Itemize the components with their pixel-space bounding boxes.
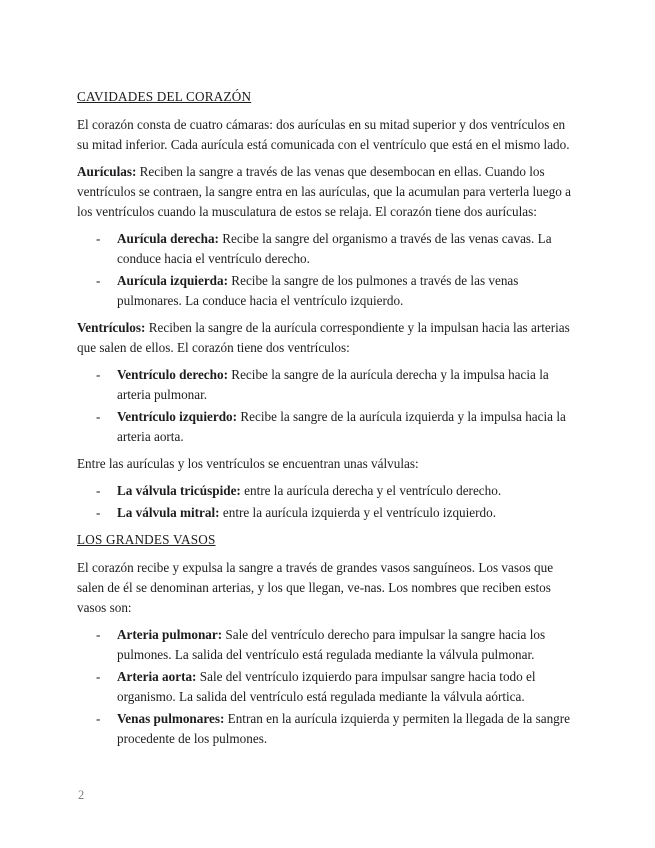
vasos-intro-paragraph: El corazón recibe y expulsa la sangre a través de grandes vasos sanguíneos. Los vasos que salen de él se denominan arterias, y los que llegan, ve-nas. Los nombres que reciben estos vasos son: bbox=[77, 560, 554, 615]
item-text: Entran en la aurícula izquierda y permiten la llegada de la sangre procedente de los pulmones. bbox=[117, 711, 571, 746]
list-item bbox=[77, 407, 578, 447]
list-item-body bbox=[117, 667, 578, 707]
item-lead: Aurícula izquierda: bbox=[117, 273, 228, 288]
item-text: entre la aurícula derecha y el ventrículo derecho. bbox=[240, 483, 502, 498]
list-item-body bbox=[117, 625, 578, 665]
list-item-body bbox=[117, 709, 578, 749]
item-text: Recibe la sangre del organismo a través de las venas cavas. La conduce hacia el ventrículo derecho. bbox=[117, 231, 552, 266]
list-item bbox=[77, 229, 578, 269]
item-text: entre la aurícula izquierda y el ventrículo izquierdo. bbox=[219, 505, 497, 520]
auriculas-text: Reciben la sangre a través de las venas que desembocan en ellas. Cuando los ventrículos se contraen, la sangre entra en las aurículas, que la acumulan para verterla luego a los ventrículos cuando la musculatura de estos se relaja. El corazón tiene dos aurículas: bbox=[77, 164, 571, 219]
bullet-marker: - bbox=[96, 627, 101, 642]
page-number: 2 bbox=[78, 788, 85, 802]
ventriculos-text: Reciben la sangre de la aurícula correspondiente y la impulsan hacia las arterias que salen de ellos. El corazón tiene dos ventrículos: bbox=[77, 320, 570, 355]
bullet-marker: - bbox=[96, 711, 101, 726]
item-text: Sale del ventrículo derecho para impulsar la sangre hacia los pulmones. La salida del ventrículo está regulada mediante la válvula pulmonar. bbox=[117, 627, 546, 662]
list-item-body bbox=[117, 365, 578, 405]
auriculas-lead: Aurículas: bbox=[77, 164, 137, 179]
list-item-body bbox=[117, 481, 578, 501]
item-text: Recibe la sangre de los pulmones a través de las venas pulmonares. La conduce hacia el ventrículo izquierdo. bbox=[117, 273, 519, 308]
valvulas-intro-paragraph: Entre las aurículas y los ventrículos se encuentran unas válvulas: bbox=[77, 456, 419, 471]
bullet-marker: - bbox=[96, 505, 101, 520]
intro-paragraph: El corazón consta de cuatro cámaras: dos aurículas en su mitad superior y dos ventrículos en su mitad inferior. Cada aurícula está comunicada con el ventrículo que está en el mismo lado. bbox=[77, 117, 570, 152]
list-item-body bbox=[117, 229, 578, 269]
item-lead: Venas pulmonares: bbox=[117, 711, 225, 726]
list-item bbox=[77, 365, 578, 405]
list-item bbox=[77, 709, 578, 749]
item-lead: Aurícula derecha: bbox=[117, 231, 219, 246]
list-vasos bbox=[77, 625, 578, 749]
list-item-body bbox=[117, 503, 578, 523]
bullet-marker: - bbox=[96, 273, 101, 288]
list-item-body bbox=[117, 271, 578, 311]
item-lead: Ventrículo derecho: bbox=[117, 367, 228, 382]
list-item bbox=[77, 503, 578, 523]
item-lead: Arteria aorta: bbox=[117, 669, 197, 684]
bullet-marker: - bbox=[96, 409, 101, 424]
bullet-marker: - bbox=[96, 367, 101, 382]
section-heading-vasos: LOS GRANDES VASOS bbox=[77, 532, 216, 547]
item-lead: Arteria pulmonar: bbox=[117, 627, 223, 642]
item-text: Sale del ventrículo izquierdo para impulsar sangre hacia todo el organismo. La salida del ventrículo está regulada mediante la válvula aórtica. bbox=[117, 669, 536, 704]
item-text: Recibe la sangre de la aurícula derecha y la impulsa hacia la arteria pulmonar. bbox=[117, 367, 549, 402]
item-lead: Ventrículo izquierdo: bbox=[117, 409, 238, 424]
bullet-marker: - bbox=[96, 669, 101, 684]
item-text: Recibe la sangre de la aurícula izquierda y la impulsa hacia la arteria aorta. bbox=[117, 409, 566, 444]
list-item bbox=[77, 271, 578, 311]
list-item bbox=[77, 625, 578, 665]
ventriculos-lead: Ventrículos: bbox=[77, 320, 146, 335]
item-lead: La válvula tricúspide: bbox=[117, 483, 241, 498]
list-ventriculos bbox=[77, 365, 578, 447]
list-valvulas bbox=[77, 481, 578, 523]
list-item bbox=[77, 667, 578, 707]
list-auriculas bbox=[77, 229, 578, 311]
list-item-body bbox=[117, 407, 578, 447]
item-lead: La válvula mitral: bbox=[117, 505, 220, 520]
bullet-marker: - bbox=[96, 231, 101, 246]
ventriculos-paragraph bbox=[77, 318, 578, 358]
bullet-marker: - bbox=[96, 483, 101, 498]
section-heading-cavidades: CAVIDADES DEL CORAZÓN bbox=[77, 89, 252, 104]
list-item bbox=[77, 481, 578, 501]
auriculas-paragraph bbox=[77, 162, 578, 222]
